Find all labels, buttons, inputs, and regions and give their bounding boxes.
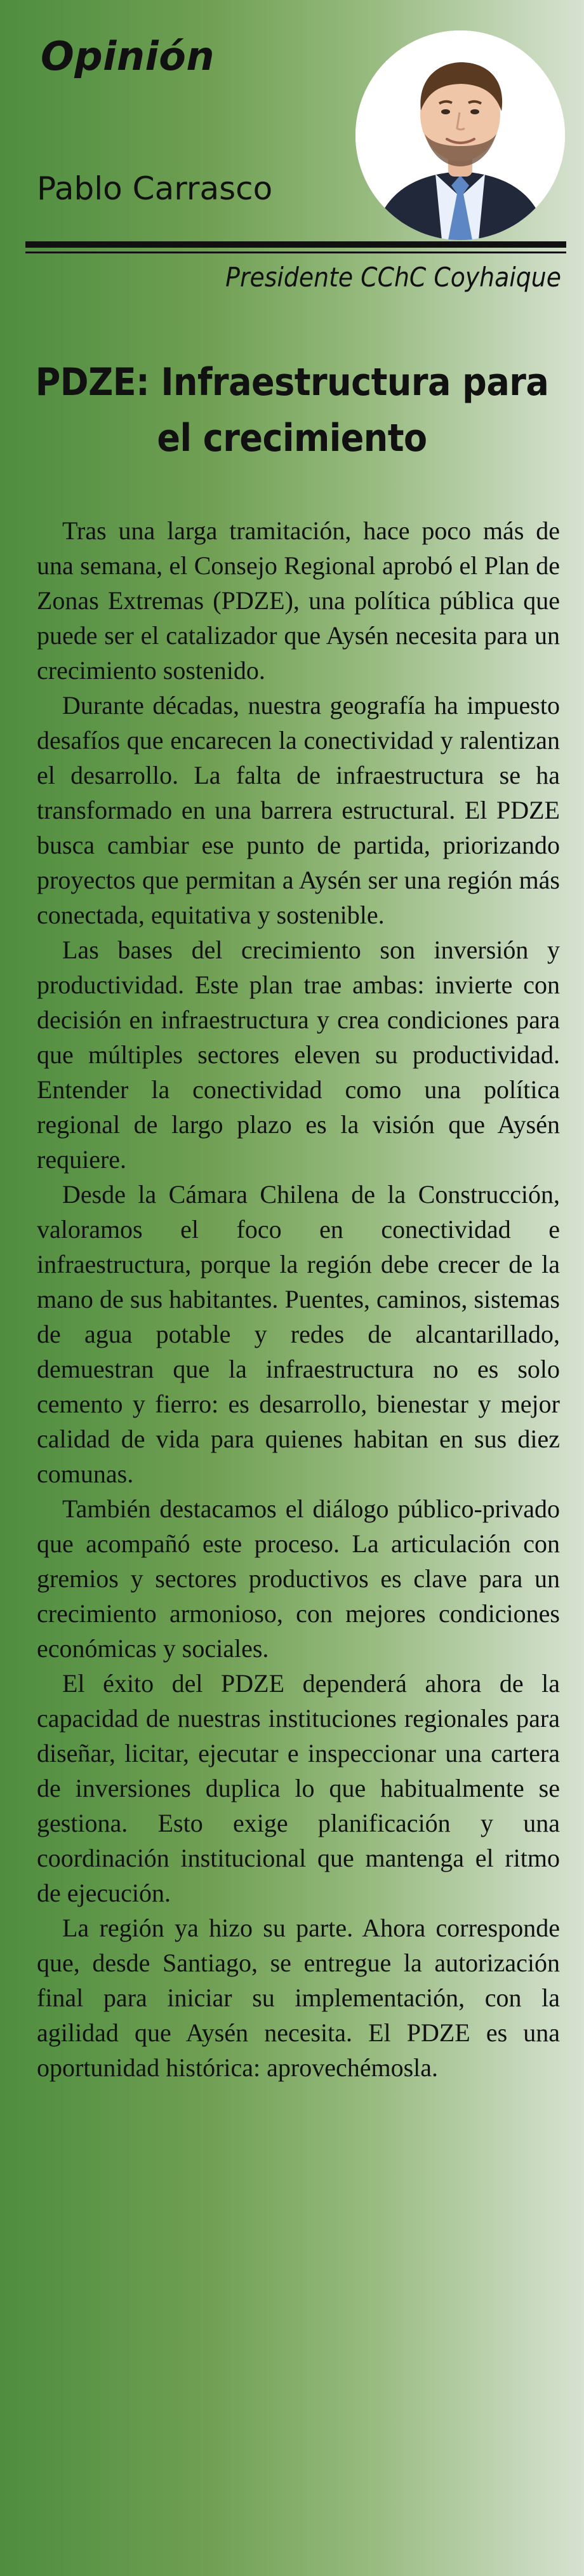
article-headline: PDZE: Infraestructura para el crecimiento (35, 360, 549, 460)
thick-divider (25, 241, 566, 248)
author-name: Pablo Carrasco (37, 170, 273, 207)
section-title: Opinión (41, 33, 215, 79)
header-rules (25, 241, 566, 253)
article-paragraph: Tras una larga tramitación, hace poco más de una semana, el Consejo Regional aprobó el Plan de Zonas Extremas (PDZE), una política pública que puede ser el catalizador que Aysén necesita para un crecimiento sostenido. (37, 516, 560, 685)
article-paragraph: Durante décadas, nuestra geografía ha impuesto desafíos que encarecen la conectividad y ralentizan el desarrollo. La falta de infraestructura se ha transformado en una barrera estructural. El PDZE busca cambiar ese punto de partida, priorizando proyectos que permitan a Aysén ser una región más conectada, equitativa y sostenible. (37, 691, 560, 929)
thin-divider (25, 252, 566, 253)
article-body (37, 513, 560, 2085)
article-paragraph: El éxito del PDZE dependerá ahora de la capacidad de nuestras instituciones regionales para diseñar, licitar, ejecutar e inspeccionar una cartera de inversiones duplica lo que habitualmente se gestiona. Esto exige planificación y una coordinación institucional que mantenga el ritmo de ejecución. (37, 1669, 560, 1907)
article-paragraph: También destacamos el diálogo público-privado que acompañó este proceso. La articulación con gremios y sectores productivos es clave para un crecimiento armonioso, con mejores condiciones económicas y sociales. (37, 1494, 560, 1663)
article-paragraph: La región ya hizo su parte. Ahora corresponde que, desde Santiago, se entregue la autorización final para iniciar su implementación, con la agilidad que Aysén necesita. El PDZE es una oportunidad histórica: aprovechémosla. (37, 1914, 560, 2082)
person-portrait-icon (355, 30, 565, 240)
author-portrait (355, 30, 565, 240)
article-paragraph: Desde la Cámara Chilena de la Construcción, valoramos el foco en conectividad e infraestructura, porque la región debe crecer de la mano de sus habitantes. Puentes, caminos, sistemas de agua potable y redes de alcantarillado, demuestran que la infraestructura no es solo cemento y fierro: es desarrollo, bienestar y mejor calidad de vida para quienes habitan en sus diez comunas. (37, 1180, 560, 1488)
author-role: Presidente CChC Coyhaique (225, 262, 561, 293)
article-paragraph: Las bases del crecimiento son inversión y productividad. Este plan trae ambas: invierte con decisión en infraestructura y crea condiciones para que múltiples sectores eleven su productividad. Entender la conectividad como una política regional de largo plazo es la visión que Aysén requiere. (37, 936, 560, 1174)
